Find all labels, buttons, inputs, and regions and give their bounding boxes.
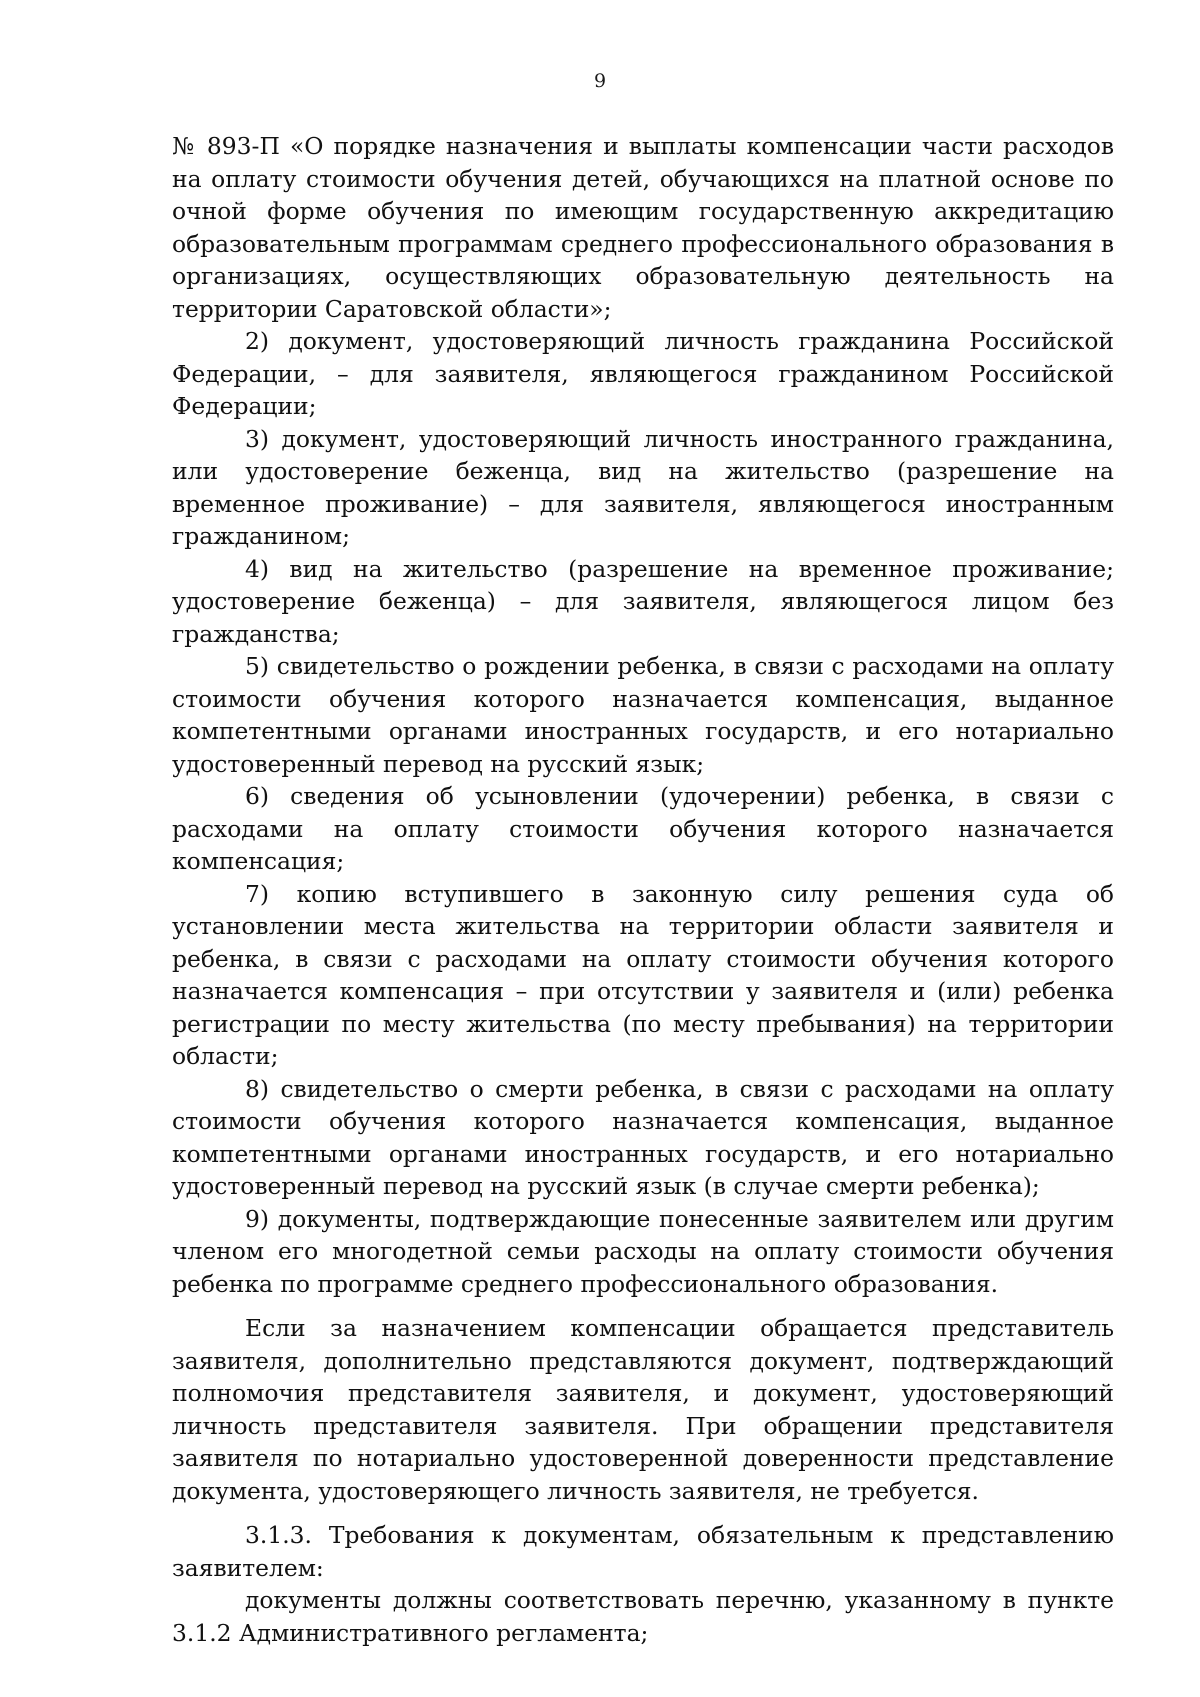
list-item-8: 8) свидетельство о смерти ребенка, в связи с расходами на оплату стоимости обучения которого назначается компенсация, выданное компетентными органами иностранных государств, и его нотариально удостоверенный перевод на русский язык (в случае смерти ребенка); xyxy=(172,1074,1114,1200)
paragraph-representative: Если за назначением компенсации обращается представитель заявителя, дополнительно представляются документ, подтверждающий полномочия представителя заявителя, и документ, удостоверяющий личность представителя заявителя. При обращении представителя заявителя по нотариально удостоверенной доверенности представление документа, удостоверяющего личность заявителя, не требуется. xyxy=(172,1314,1114,1505)
page-number: 9 xyxy=(593,70,607,92)
list-item-5: 5) свидетельство о рождении ребенка, в связи с расходами на оплату стоимости обучения которого назначается компенсация, выданное компетентными органами иностранных государств, и его нотариально удостоверенный перевод на русский язык; xyxy=(172,652,1114,778)
paragraph-requirements: документы должны соответствовать перечню, указанному в пункте 3.1.2 Административного регламента; xyxy=(172,1586,1114,1647)
list-item-3: 3) документ, удостоверяющий личность иностранного гражданина, или удостоверение беженца, вид на жительство (разрешение на временное проживание) – для заявителя, являющегося иностранным гражданином; xyxy=(172,424,1114,550)
paragraph-resolution-reference: № 893-П «О порядке назначения и выплаты компенсации части расходов на оплату стоимости обучения детей, обучающихся на платной основе по очной форме обучения по имеющим государственную аккредитацию образовательным программам среднего профессионального образования в организациях, осуществляющих образовательную деятельность на территории Саратовской области»; xyxy=(172,132,1114,323)
list-item-6: 6) сведения об усыновлении (удочерении) ребенка, в связи с расходами на оплату стоимости обучения которого назначается компенсация; xyxy=(172,782,1114,875)
list-item-4: 4) вид на жительство (разрешение на временное проживание; удостоверение беженца) – для заявителя, являющегося лицом без гражданства; xyxy=(172,554,1114,648)
list-item-2: 2) документ, удостоверяющий личность гражданина Российской Федерации, – для заявителя, являющегося гражданином Российской Федерации; xyxy=(172,327,1114,420)
section-heading-3-1-3: 3.1.3. Требования к документам, обязательным к представлению заявителем: xyxy=(172,1521,1114,1582)
list-item-9: 9) документы, подтверждающие понесенные заявителем или другим членом его многодетной семьи расходы на оплату стоимости обучения ребенка по программе среднего профессионального образования. xyxy=(172,1204,1114,1298)
document-body xyxy=(172,130,1114,1649)
list-item-7: 7) копию вступившего в законную силу решения суда об установлении места жительства на территории области заявителя и ребенка, в связи с расходами на оплату стоимости обучения которого назначается компенсация – при отсутствии у заявителя и (или) ребенка регистрации по месту жительства (по месту пребывания) на территории области; xyxy=(172,879,1114,1070)
